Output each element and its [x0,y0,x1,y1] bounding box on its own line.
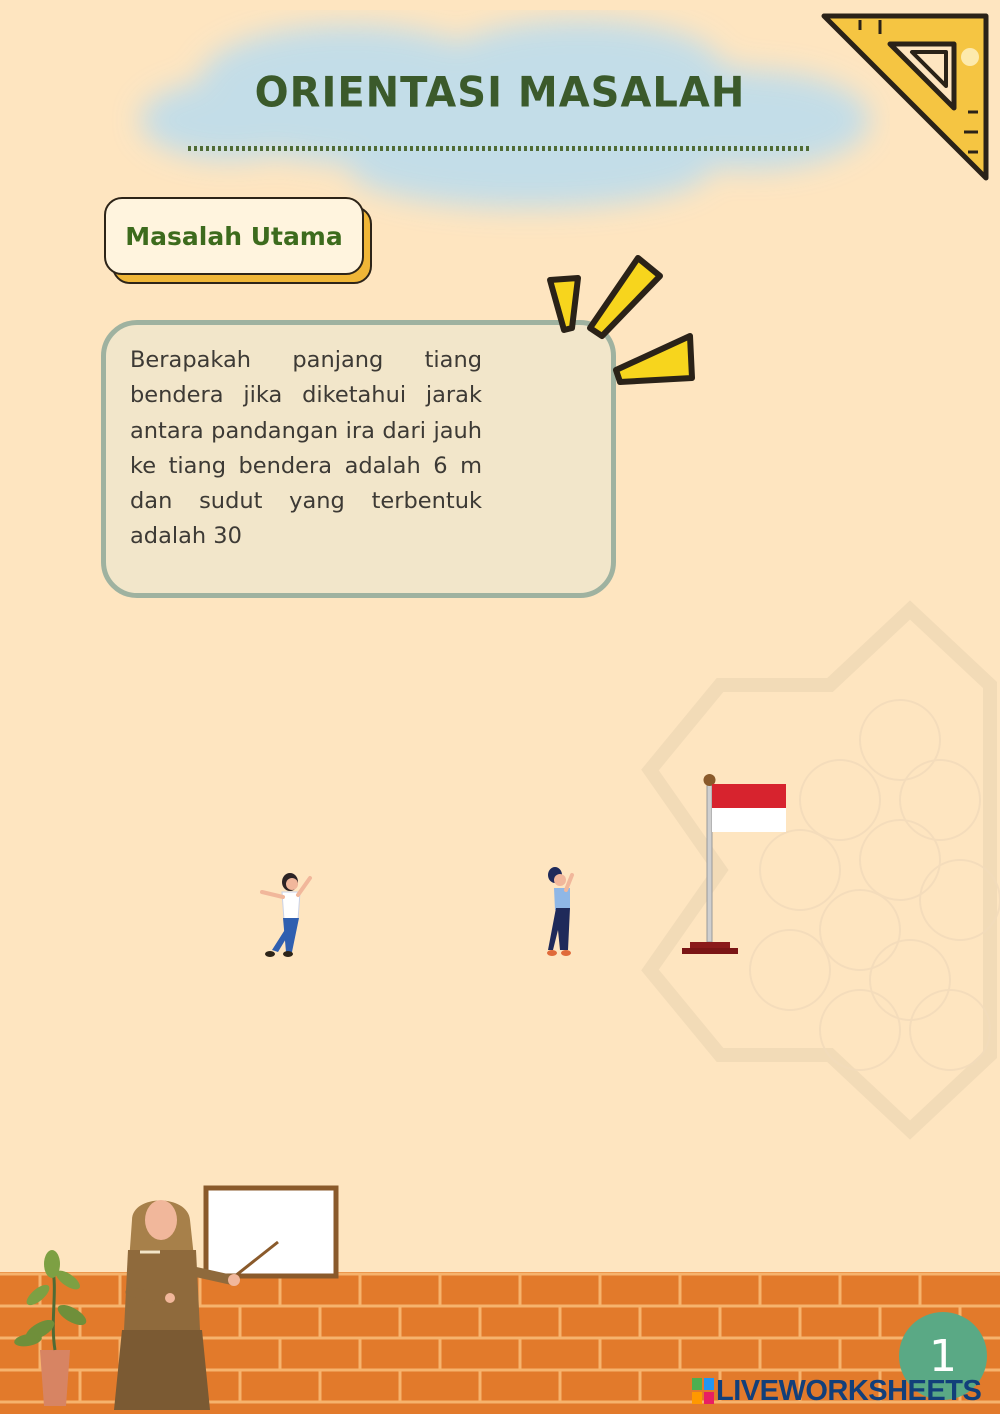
whiteboard [206,1188,336,1276]
watermark-text: LIVEWORKSHEETS [716,1374,982,1407]
page-number-badge: 1 [899,1312,987,1400]
teacher-illustration [0,1180,360,1414]
section-badge: Masalah Utama [104,197,364,275]
flag-scene-illustration [0,760,1000,970]
title-underline [188,146,812,151]
plant-icon [13,1250,89,1406]
exclamation-burst-icon [540,250,700,390]
liveworksheets-logo-icon [692,1378,714,1404]
person-observer-right [547,867,572,956]
person-observer-left [262,873,310,957]
set-square-icon [820,12,990,182]
problem-text: Berapakah panjang tiang bendera jika diketahui jarak antara pandangan ira dari jauh ke tiang bendera adalah 6 m dan sudut yang terbentuk adalah 30 [130,347,482,550]
flag-pole-icon [682,774,786,954]
page-title: ORIENTASI MASALAH [254,68,746,118]
liveworksheets-watermark [692,1374,981,1408]
